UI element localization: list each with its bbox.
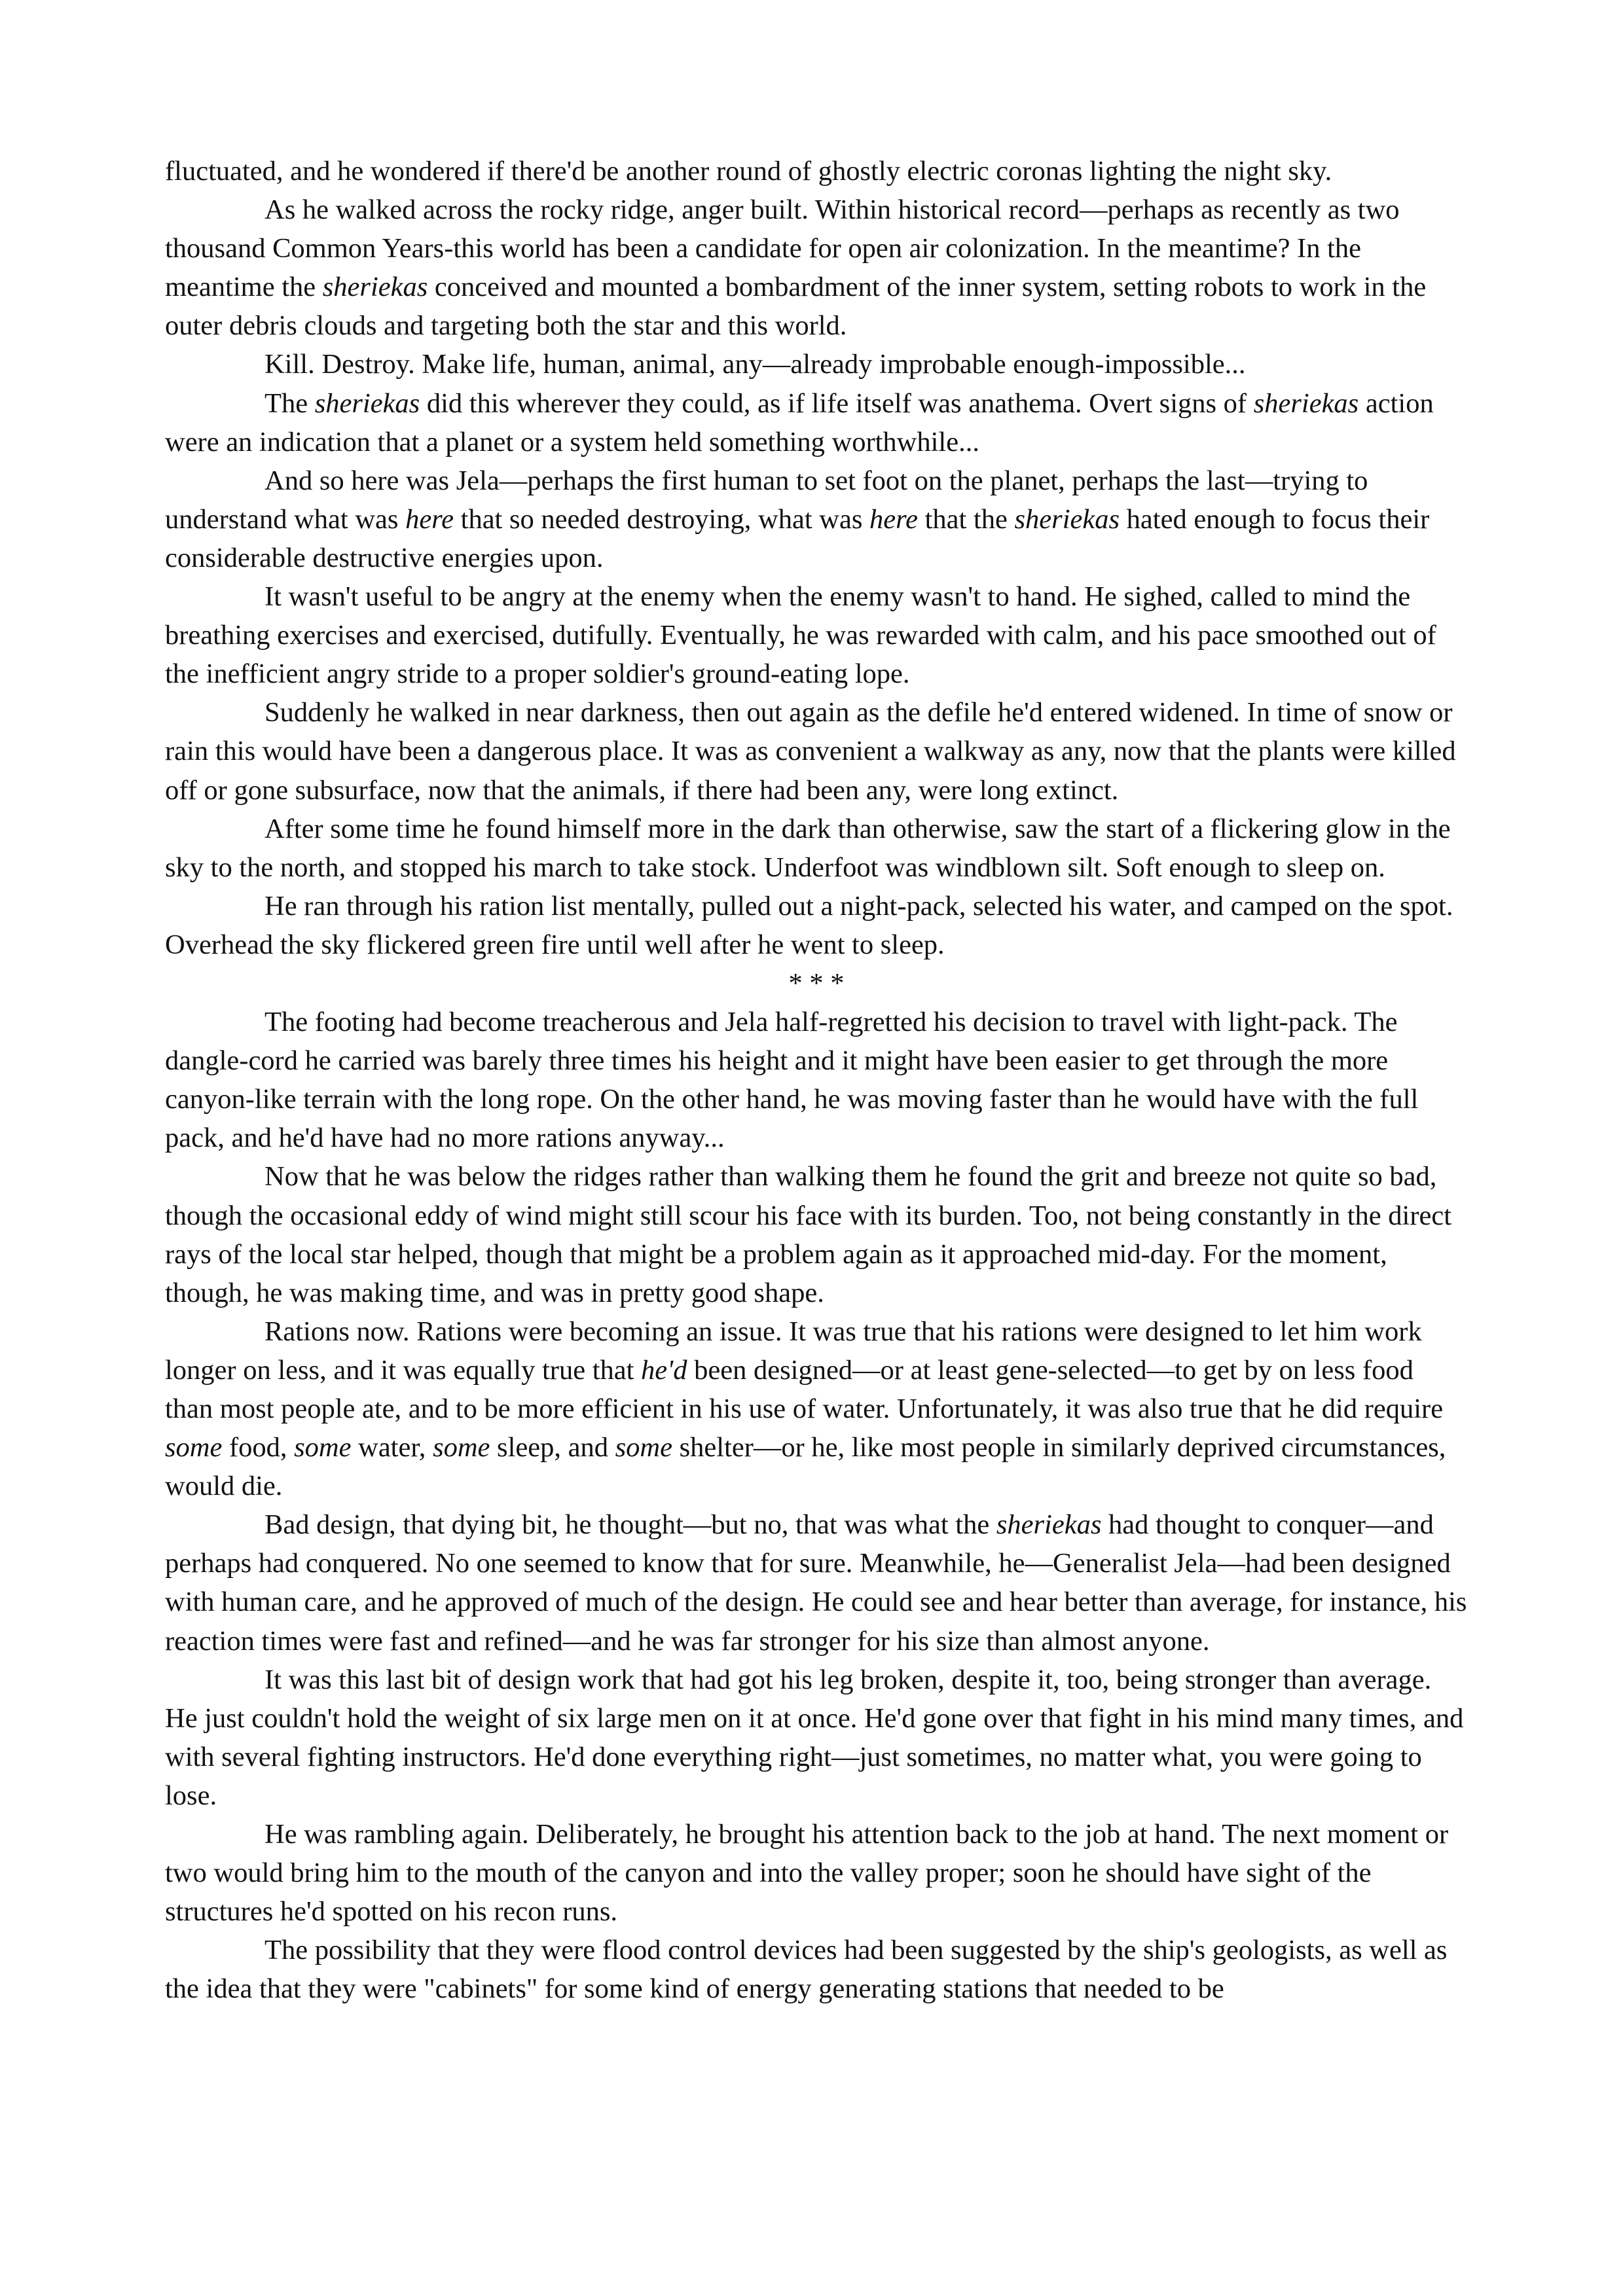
paragraph: Kill. Destroy. Make life, human, animal, any—already improbable enough-impossible... [264, 349, 1246, 380]
paragraph: Bad design, that dying bit, he thought—but no, that was what the sheriekas had thought to conquer—and perhaps had conquered. No one seemed to know that for sure. Meanwhile, he—Generalist Jela—had been designed with human care, and he approved of much of the design. He could see and hear better than average, for instance, his reaction times were fast and refined—and he was far stronger for his size than almost anyone. [165, 1509, 1467, 1657]
paragraph: The footing had become treacherous and Jela half-regretted his decision to travel with light-pack. The dangle-cord he carried was barely three times his height and it might have been easier to get through the more canyon-like terrain with the long rope. On the other hand, he was moving faster than he would have with the full pack, and he'd have had no more rations anyway... [165, 1007, 1419, 1154]
paragraph: After some time he found himself more in the dark than otherwise, saw the start of a flickering glow in the sky to the north, and stopped his march to take stock. Underfoot was windblown silt. Soft enough to sleep on. [165, 813, 1451, 883]
paragraph: He ran through his ration list mentally, pulled out a night-pack, selected his water, and camped on the spot. Overhead the sky flickered green fire until well after he went to sleep. [165, 890, 1453, 960]
italic-term: sheriekas [996, 1509, 1102, 1541]
document-page [165, 152, 1468, 2009]
paragraph: Rations now. Rations were becoming an issue. It was true that his rations were designed to let him work longer on less, and it was equally true that he'd been designed—or at least gene-selected—to get by on less food than most people ate, and to be more efficient in his use of water. Unfortunately, it was also true that he did require some food, some water, some sleep, and some shelter—or he, like most people in similarly deprived circumstances, would die. [165, 1316, 1446, 1502]
italic-term: sheriekas [322, 272, 428, 303]
italic-term: some [294, 1432, 352, 1463]
italic-term: sheriekas [314, 387, 420, 419]
italic-term: sheriekas [1014, 503, 1120, 535]
paragraph: The possibility that they were flood control devices had been suggested by the ship's geologists, as well as the idea that they were "cabinets" for some kind of energy generating stations that needed to be [165, 1935, 1448, 2005]
paragraph: The sheriekas did this wherever they could, as if life itself was anathema. Overt signs of sheriekas action were an indication that a planet or a system held something worthwhile... [165, 387, 1434, 457]
italic-term: some [165, 1432, 223, 1463]
italic-term: some [433, 1432, 490, 1463]
scene-break: * * * [788, 967, 845, 999]
paragraph: It was this last bit of design work that had got his leg broken, despite it, too, being stronger than average. He just couldn't hold the weight of six large men on it at once. He'd gone over that fight in his mind many times, and with several fighting instructors. He'd done everything right—just sometimes, no matter what, you were going to lose. [165, 1664, 1464, 1811]
italic-term: here [869, 503, 918, 535]
paragraph: As he walked across the rocky ridge, anger built. Within historical record—perhaps as recently as two thousand Common Years-this world has been a candidate for open air colonization. In the meantime? In the meantime the sheriekas conceived and mounted a bombardment of the inner system, setting robots to work in the outer debris clouds and targeting both the star and this world. [165, 194, 1427, 342]
paragraph: He was rambling again. Deliberately, he brought his attention back to the job at hand. The next moment or two would bring him to the mouth of the canyon and into the valley proper; soon he should have sight of the structures he'd spotted on his recon runs. [165, 1819, 1449, 1928]
paragraph: Now that he was below the ridges rather than walking them he found the grit and breeze not quite so bad, though the occasional eddy of wind might still scour his face with its burden. Too, not being constantly in the direct rays of the local star helped, though that might be a problem again as it approached mid-day. For the moment, though, he was making time, and was in pretty good shape. [165, 1161, 1452, 1308]
italic-term: he'd [641, 1354, 687, 1386]
paragraph: fluctuated, and he wondered if there'd be another round of ghostly electric coronas lighting the night sky. [165, 156, 1332, 187]
italic-term: here [405, 503, 454, 535]
italic-term: sheriekas [1253, 387, 1359, 419]
paragraph: And so here was Jela—perhaps the first human to set foot on the planet, perhaps the last—trying to understand what was here that so needed destroying, what was here that the sheriekas hated enough to focus their considerable destructive energies upon. [165, 465, 1430, 573]
paragraph: Suddenly he walked in near darkness, then out again as the defile he'd entered widened. In time of snow or rain this would have been a dangerous place. It was as convenient a walkway as any, now that the plants were killed off or gone subsurface, now that the animals, if there had been any, were long extinct. [165, 697, 1456, 806]
italic-term: some [615, 1432, 672, 1463]
paragraph: It wasn't useful to be angry at the enemy when the enemy wasn't to hand. He sighed, called to mind the breathing exercises and exercised, dutifully. Eventually, he was rewarded with calm, and his pace smoothed out of the inefficient angry stride to a proper soldier's ground-eating lope. [165, 581, 1436, 690]
